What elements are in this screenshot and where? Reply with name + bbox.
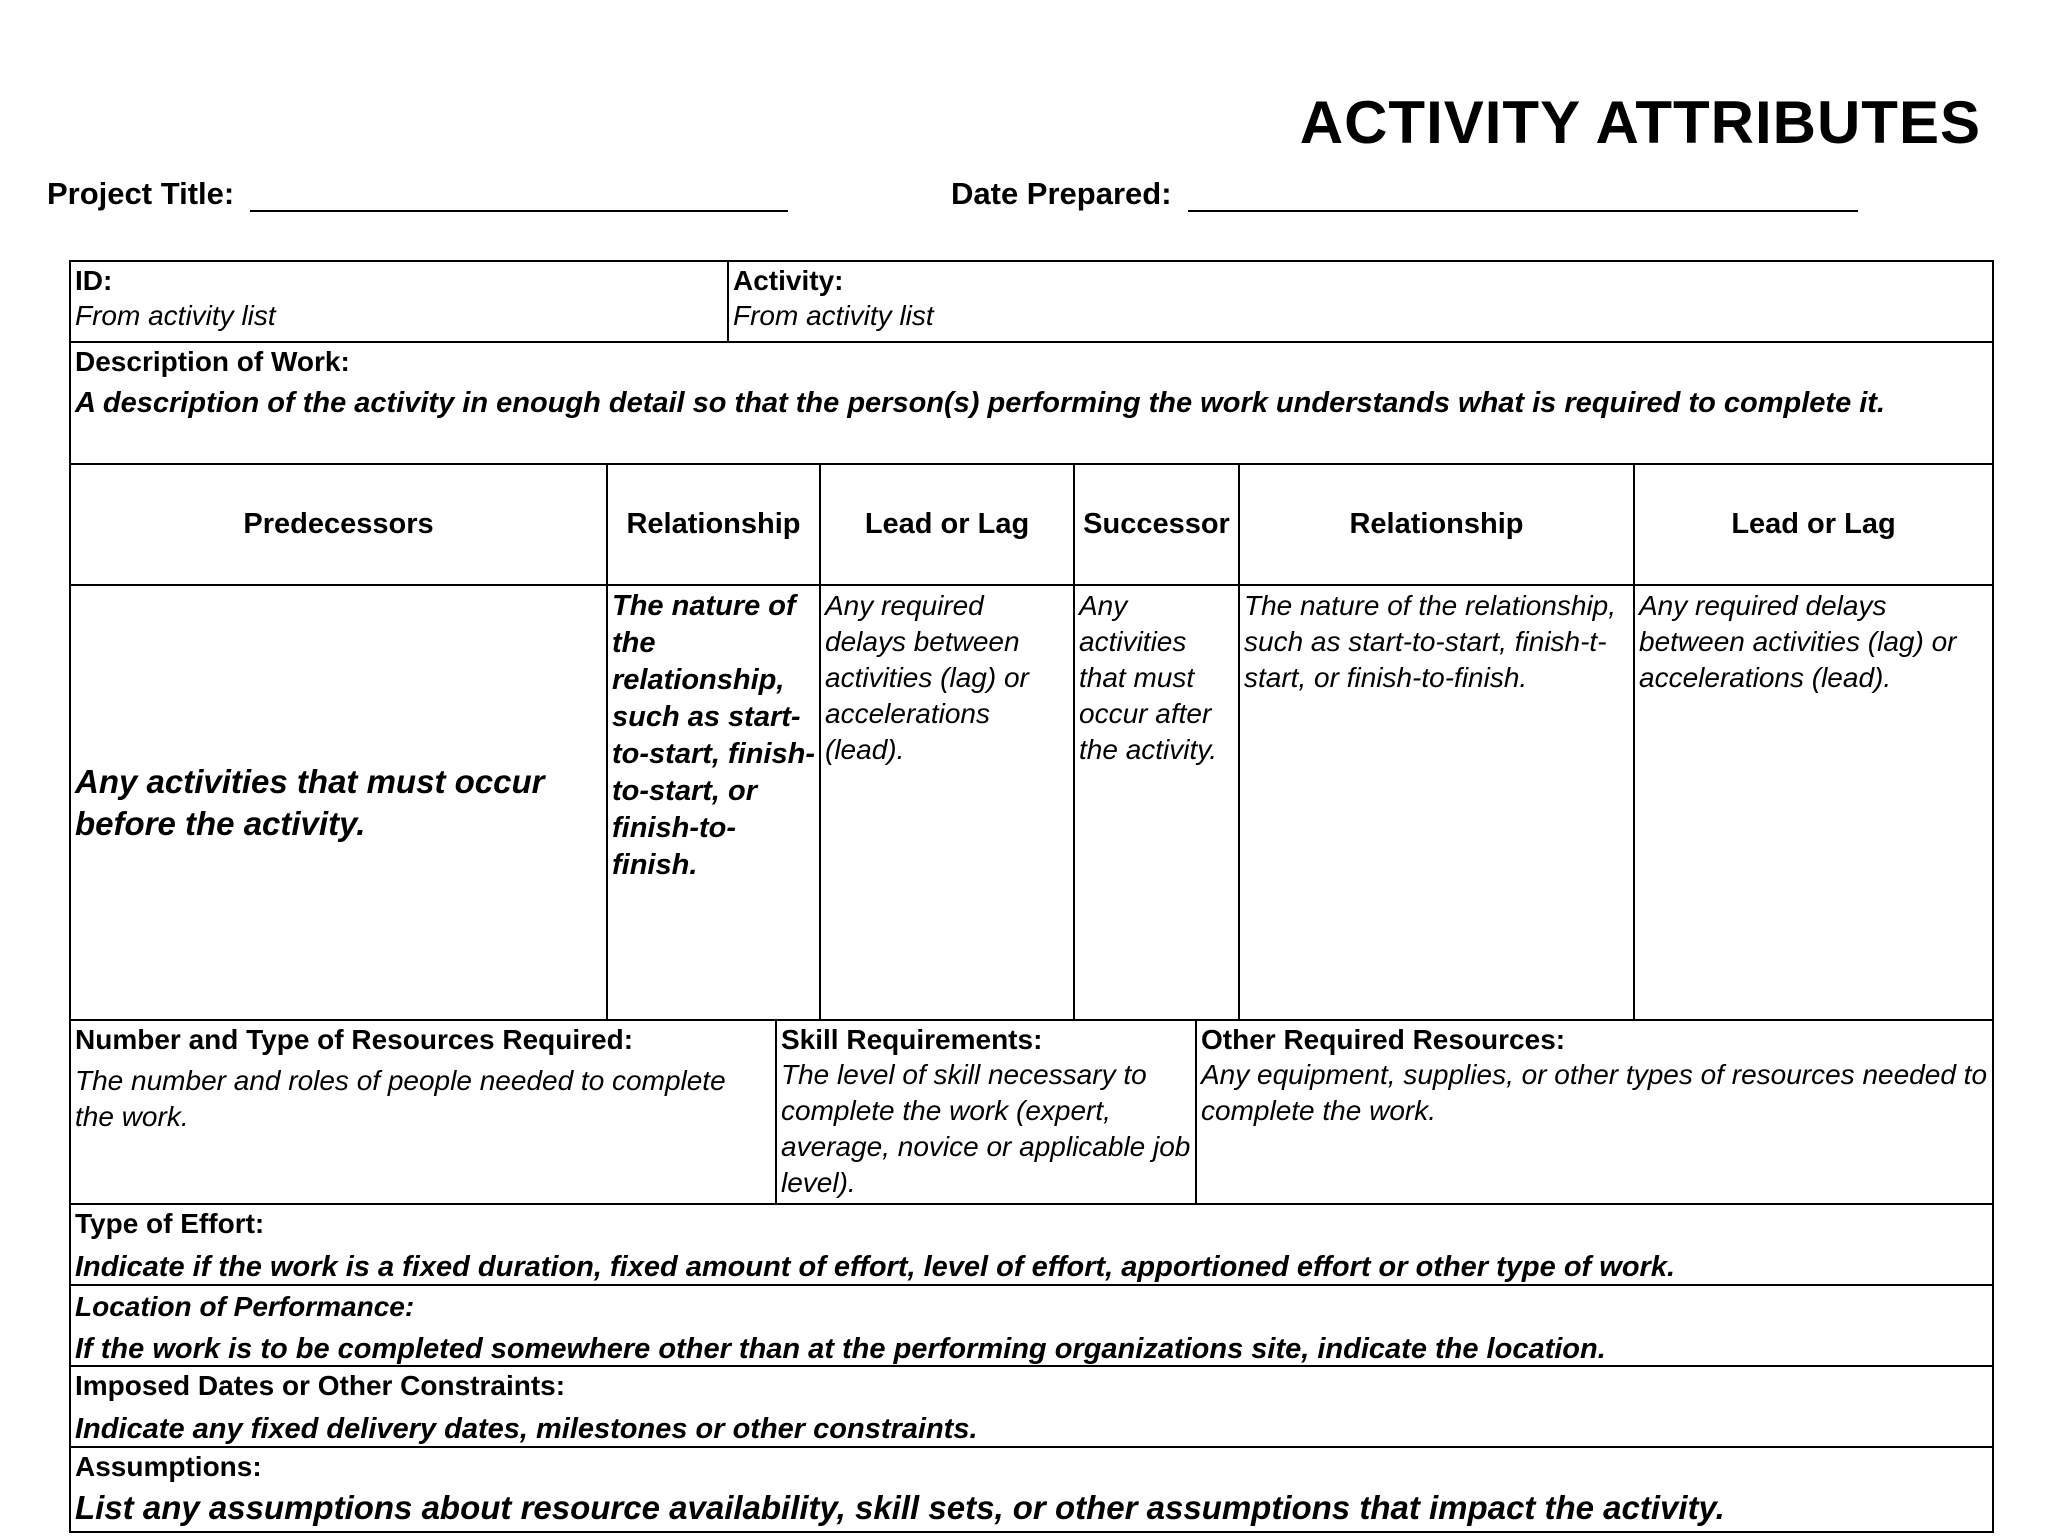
assumptions-cell[interactable] [69, 1446, 1994, 1533]
predecessor-relationship-header: Relationship [606, 463, 821, 586]
description-cell[interactable] [69, 341, 1994, 465]
description-value: A description of the activity in enough detail so that the person(s) performing the work understands what is required to complete it. [75, 387, 1886, 419]
effort-label: Type of Effort: [75, 1208, 265, 1239]
assumptions-label: Assumptions: [75, 1451, 262, 1482]
description-label: Description of Work: [75, 346, 350, 377]
successor-header: Successor [1073, 463, 1240, 586]
predecessor-relationship-cell[interactable] [606, 584, 821, 1021]
predecessor-lead-lag-value: Any required delays between activities (lag) or accelerations (lead). [825, 590, 1029, 765]
predecessor-relationship-value: The nature of the relationship, such as start-to-start, finish-to-start, or finish-to-finish. [612, 590, 815, 881]
successor-lead-lag-cell[interactable] [1633, 584, 1994, 1021]
other-resources-label: Other Required Resources: [1201, 1024, 1566, 1055]
project-title-label: Project Title: [47, 176, 235, 211]
constraints-label: Imposed Dates or Other Constraints: [75, 1370, 566, 1401]
successor-value: Any activities that must occur after the activity. [1079, 590, 1217, 765]
predecessors-cell[interactable] [69, 584, 608, 1021]
id-cell[interactable] [69, 260, 729, 343]
predecessor-lead-lag-cell[interactable] [819, 584, 1075, 1021]
successor-lead-lag-header: Lead or Lag [1633, 463, 1994, 586]
predecessors-value: Any activities that must occur before the activity. [75, 762, 545, 842]
skills-label: Skill Requirements: [781, 1024, 1043, 1055]
location-value: If the work is to be completed somewhere other than at the performing organizations site, indicate the location. [75, 1333, 1606, 1365]
successor-relationship-cell[interactable] [1238, 584, 1635, 1021]
successor-relationship-header: Relationship [1238, 463, 1635, 586]
effort-cell[interactable] [69, 1203, 1994, 1286]
other-resources-cell[interactable] [1195, 1019, 1994, 1205]
date-prepared-label: Date Prepared: [951, 176, 1172, 211]
activity-value: From activity list [733, 300, 934, 331]
skills-value: The level of skill necessary to complete the work (expert, average, novice or applicable job level). [781, 1059, 1191, 1198]
location-cell[interactable] [69, 1284, 1994, 1367]
successor-relationship-value: The nature of the relationship, such as start-to-start, finish-t-start, or finish-to-finish. [1244, 590, 1617, 693]
other-resources-value: Any equipment, supplies, or other types of resources needed to complete the work. [1201, 1059, 1988, 1126]
activity-cell[interactable] [727, 260, 1994, 343]
constraints-cell[interactable] [69, 1365, 1994, 1448]
id-label: ID: [75, 265, 113, 296]
successor-lead-lag-value: Any required delays between activities (lag) or accelerations (lead). [1639, 590, 1957, 693]
id-value: From activity list [75, 300, 276, 331]
predecessors-header: Predecessors [69, 463, 608, 586]
resources-value: The number and roles of people needed to complete the work. [75, 1065, 726, 1132]
resources-cell[interactable] [69, 1019, 777, 1205]
page-title: ACTIVITY ATTRIBUTES [1299, 89, 1981, 156]
predecessor-lead-lag-header: Lead or Lag [819, 463, 1075, 586]
effort-value: Indicate if the work is a fixed duration, fixed amount of effort, level of effort, apportioned effort or other type of work. [75, 1251, 1675, 1283]
skills-cell[interactable] [775, 1019, 1197, 1205]
activity-label: Activity: [733, 265, 844, 296]
successor-cell[interactable] [1073, 584, 1240, 1021]
constraints-value: Indicate any fixed delivery dates, milestones or other constraints. [75, 1413, 978, 1445]
location-label: Location of Performance: [75, 1291, 415, 1322]
assumptions-value: List any assumptions about resource availability, skill sets, or other assumptions that impact the activity. [75, 1489, 1725, 1526]
resources-label: Number and Type of Resources Required: [75, 1024, 634, 1055]
